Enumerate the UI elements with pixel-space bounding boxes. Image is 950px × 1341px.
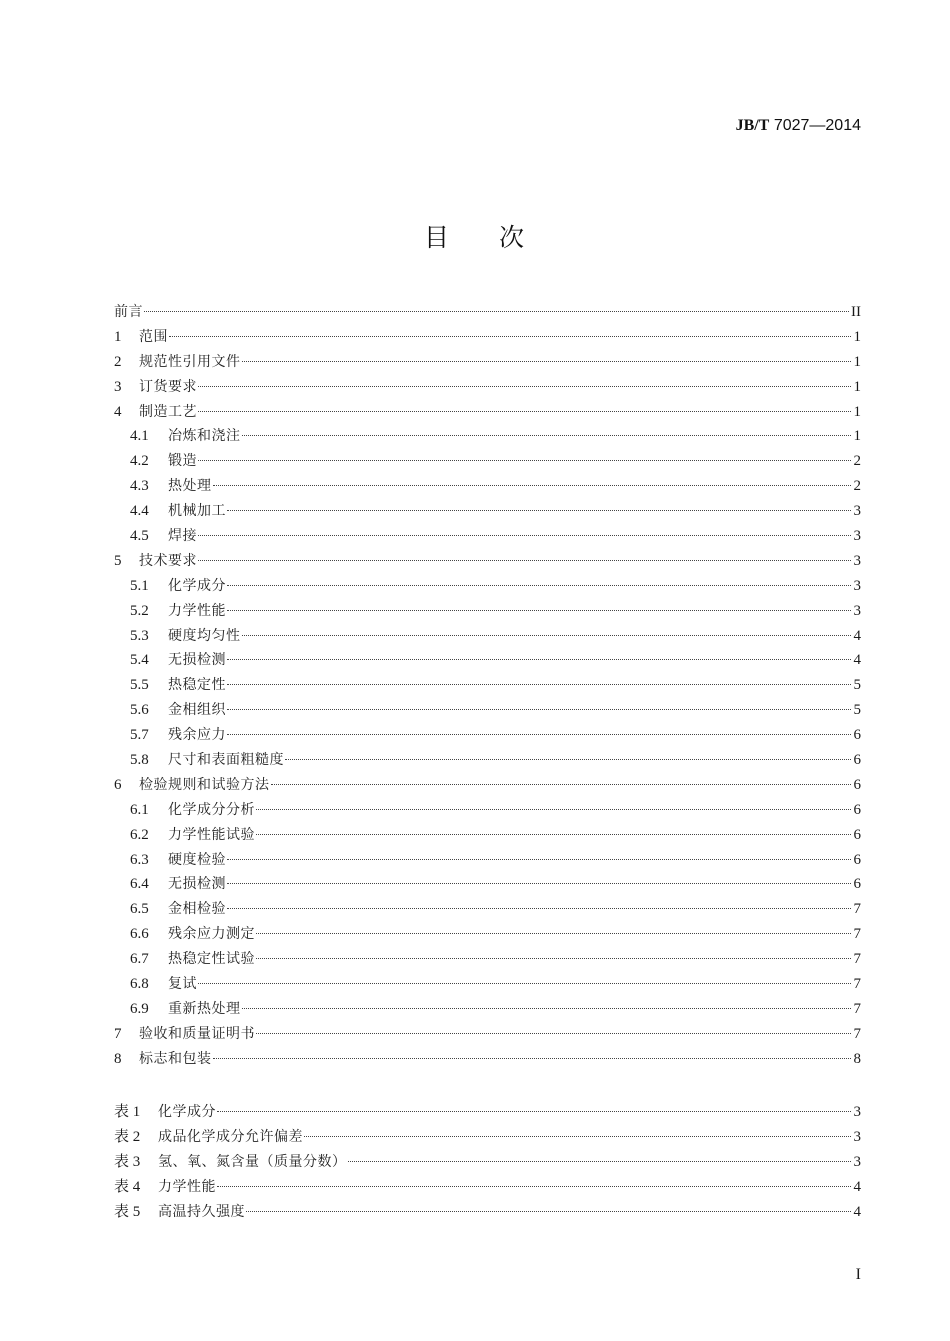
entry-number: 5.8 (130, 752, 149, 769)
toc-entry[interactable] (114, 922, 861, 947)
entry-label: 尺寸和表面粗糙度 (168, 752, 284, 769)
dot-leader (348, 1161, 852, 1162)
entry-label: 力学性能试验 (168, 826, 255, 843)
dot-leader (242, 435, 852, 436)
entry-label: 化学成分分析 (168, 801, 255, 818)
dot-leader (256, 809, 851, 810)
folio-page-number: I (855, 1266, 861, 1283)
entry-label: 订货要求 (139, 378, 197, 395)
entry-number: 6.9 (130, 1000, 149, 1017)
dot-leader (198, 535, 851, 536)
dot-leader (213, 1058, 852, 1059)
toc-entry[interactable] (114, 723, 861, 748)
standard-code: 7027—2014 (773, 117, 861, 134)
toc-entry[interactable] (114, 624, 861, 649)
entry-number: 表 4 (114, 1178, 141, 1195)
toc-entry[interactable] (114, 300, 861, 325)
entry-page: 7 (853, 951, 861, 968)
entry-page: 2 (853, 478, 861, 495)
entry-number: 4 (114, 403, 122, 420)
entry-label: 标志和包装 (139, 1050, 212, 1067)
toc-entry[interactable] (114, 599, 861, 624)
dot-leader (256, 958, 851, 959)
dot-leader (198, 386, 851, 387)
entry-label: 力学性能 (158, 1178, 216, 1195)
entry-number: 7 (114, 1025, 122, 1042)
entry-label: 锻造 (168, 453, 197, 470)
entry-number: 5 (114, 552, 122, 569)
dot-leader (227, 734, 851, 735)
entry-page: 1 (853, 428, 861, 445)
entry-page: 3 (853, 1128, 861, 1145)
entry-page: 1 (853, 403, 861, 420)
entry-label: 高温持久强度 (158, 1203, 245, 1220)
entry-number: 5.5 (130, 677, 149, 694)
toc-entry[interactable] (114, 897, 861, 922)
toc-entry[interactable] (114, 1022, 861, 1047)
toc-entry[interactable] (114, 400, 861, 425)
entry-number: 4.5 (130, 528, 149, 545)
title-char-1: 目 (423, 223, 451, 252)
table-of-contents (114, 300, 861, 1072)
dot-leader (227, 709, 851, 710)
toc-entry[interactable] (114, 773, 861, 798)
entry-number: 6.6 (130, 926, 149, 943)
dot-leader (256, 834, 851, 835)
table-entry[interactable] (114, 1125, 861, 1150)
entry-number: 5.4 (130, 652, 149, 669)
entry-label: 成品化学成分允许偏差 (158, 1128, 303, 1145)
entry-number: 5.7 (130, 727, 149, 744)
entry-label: 力学性能 (168, 602, 226, 619)
toc-entry[interactable] (114, 424, 861, 449)
entry-page: 3 (853, 1153, 861, 1170)
entry-label: 验收和质量证明书 (139, 1025, 255, 1042)
dot-leader (227, 859, 851, 860)
entry-number: 4.1 (130, 428, 149, 445)
toc-entry[interactable] (114, 1047, 861, 1072)
entry-page: 8 (853, 1050, 861, 1067)
dot-leader (198, 460, 851, 461)
entry-label: 氢、氧、氮含量（质量分数） (158, 1153, 347, 1170)
entry-number: 表 3 (114, 1153, 141, 1170)
toc-entry[interactable] (114, 350, 861, 375)
dot-leader (256, 933, 851, 934)
toc-entry[interactable] (114, 748, 861, 773)
dot-leader (227, 908, 851, 909)
entry-label: 无损检测 (168, 652, 226, 669)
entry-number: 4.4 (130, 503, 149, 520)
toc-entry[interactable] (114, 872, 861, 897)
entry-label: 检验规则和试验方法 (139, 776, 270, 793)
toc-entry[interactable] (114, 698, 861, 723)
toc-entry[interactable] (114, 848, 861, 873)
entry-page: 3 (853, 528, 861, 545)
entry-number: 1 (114, 328, 122, 345)
entry-number: 表 2 (114, 1128, 141, 1145)
entry-page: 2 (853, 453, 861, 470)
dot-leader (227, 883, 851, 884)
entry-label: 重新热处理 (168, 1000, 241, 1017)
toc-entry[interactable] (114, 823, 861, 848)
entry-page: 1 (853, 353, 861, 370)
toc-entry[interactable] (114, 499, 861, 524)
entry-page: 4 (853, 1203, 861, 1220)
entry-label: 热稳定性试验 (168, 951, 255, 968)
entry-page: 3 (853, 602, 861, 619)
dot-leader (198, 983, 851, 984)
entry-page: 3 (853, 1104, 861, 1120)
entry-label: 热稳定性 (168, 677, 226, 694)
entry-label: 技术要求 (139, 552, 197, 569)
entry-label: 热处理 (168, 478, 212, 495)
entry-number: 6.3 (130, 851, 149, 868)
entry-number: 2 (114, 353, 122, 370)
dot-leader (256, 1033, 851, 1034)
entry-number: 表 5 (114, 1203, 141, 1220)
entry-page: 6 (853, 776, 861, 793)
standard-prefix: JB/T (735, 117, 770, 134)
entry-page: 7 (853, 901, 861, 918)
entry-label: 机械加工 (168, 503, 226, 520)
toc-entry[interactable] (114, 524, 861, 549)
entry-number: 5.1 (130, 577, 149, 594)
entry-number: 3 (114, 378, 122, 395)
entry-label: 制造工艺 (139, 403, 197, 420)
toc-entry[interactable] (114, 648, 861, 673)
entry-label: 硬度检验 (168, 851, 226, 868)
entry-number: 5.2 (130, 602, 149, 619)
dot-leader (271, 784, 852, 785)
toc-entry[interactable] (114, 325, 861, 350)
toc-entry[interactable] (114, 972, 861, 997)
entry-number: 6.5 (130, 901, 149, 918)
list-of-tables (114, 1100, 861, 1224)
entry-page: 5 (853, 702, 861, 719)
entry-page: 6 (853, 801, 861, 818)
entry-number: 6.7 (130, 951, 149, 968)
entry-page: 6 (853, 851, 861, 868)
dot-leader (246, 1211, 851, 1212)
entry-number: 6.1 (130, 801, 149, 818)
dot-leader (144, 311, 849, 312)
entry-page: 3 (853, 503, 861, 520)
table-entry[interactable] (114, 1175, 861, 1200)
dot-leader (242, 361, 852, 362)
dot-leader (213, 485, 852, 486)
entry-number: 4.2 (130, 453, 149, 470)
entry-page: 6 (853, 826, 861, 843)
dot-leader (217, 1186, 851, 1187)
entry-label: 硬度均匀性 (168, 627, 241, 644)
toc-entry[interactable] (114, 574, 861, 599)
dot-leader (242, 635, 852, 636)
dot-leader (198, 411, 851, 412)
entry-label: 金相检验 (168, 901, 226, 918)
toc-entry[interactable] (114, 997, 861, 1022)
entry-page: 1 (853, 328, 861, 345)
entry-page: 6 (853, 727, 861, 744)
entry-label: 范围 (139, 328, 168, 345)
entry-page: 4 (853, 1178, 861, 1195)
entry-label: 化学成分 (168, 577, 226, 594)
dot-leader (227, 510, 851, 511)
entry-label: 化学成分 (158, 1104, 216, 1120)
entry-label: 规范性引用文件 (139, 353, 241, 370)
entry-number: 8 (114, 1050, 122, 1067)
entry-page: 3 (853, 552, 861, 569)
title-char-2: 次 (499, 223, 527, 252)
entry-page: 7 (853, 926, 861, 943)
entry-page: II (851, 304, 861, 320)
entry-page: 1 (853, 378, 861, 395)
entry-number: 5.6 (130, 702, 149, 719)
entry-label: 冶炼和浇注 (168, 428, 241, 445)
entry-page: 7 (853, 976, 861, 993)
toc-entry[interactable] (114, 947, 861, 972)
toc-entry[interactable] (114, 549, 861, 574)
entry-label: 残余应力 (168, 727, 226, 744)
dot-leader (227, 610, 851, 611)
toc-entry[interactable] (114, 449, 861, 474)
dot-leader (227, 585, 851, 586)
entry-page: 4 (853, 652, 861, 669)
toc-entry[interactable] (114, 474, 861, 499)
entry-number: 6.2 (130, 826, 149, 843)
entry-number: 5.3 (130, 627, 149, 644)
toc-entry[interactable] (114, 798, 861, 823)
entry-number: 6.8 (130, 976, 149, 993)
entry-page: 5 (853, 677, 861, 694)
table-entry[interactable] (114, 1200, 861, 1225)
dot-leader (304, 1136, 851, 1137)
standard-number (736, 117, 861, 135)
entry-number: 4.3 (130, 478, 149, 495)
dot-leader (217, 1111, 851, 1112)
table-entry[interactable] (114, 1100, 861, 1125)
dot-leader (227, 684, 851, 685)
toc-entry[interactable] (114, 673, 861, 698)
dot-leader (227, 659, 851, 660)
entry-label: 金相组织 (168, 702, 226, 719)
dot-leader (169, 336, 851, 337)
entry-label: 焊接 (168, 528, 197, 545)
entry-page: 7 (853, 1025, 861, 1042)
entry-label: 残余应力测定 (168, 926, 255, 943)
entry-label: 复试 (168, 976, 197, 993)
dot-leader (198, 560, 851, 561)
dot-leader (285, 759, 851, 760)
table-entry[interactable] (114, 1150, 861, 1175)
entry-page: 3 (853, 577, 861, 594)
entry-page: 6 (853, 752, 861, 769)
dot-leader (242, 1008, 852, 1009)
entry-number: 6 (114, 776, 122, 793)
entry-label: 前言 (114, 304, 143, 320)
toc-entry[interactable] (114, 375, 861, 400)
entry-page: 7 (853, 1000, 861, 1017)
page-title (0, 218, 950, 254)
entry-number: 6.4 (130, 876, 149, 893)
entry-page: 6 (853, 876, 861, 893)
entry-page: 4 (853, 627, 861, 644)
entry-label: 无损检测 (168, 876, 226, 893)
entry-number: 表 1 (114, 1104, 141, 1120)
